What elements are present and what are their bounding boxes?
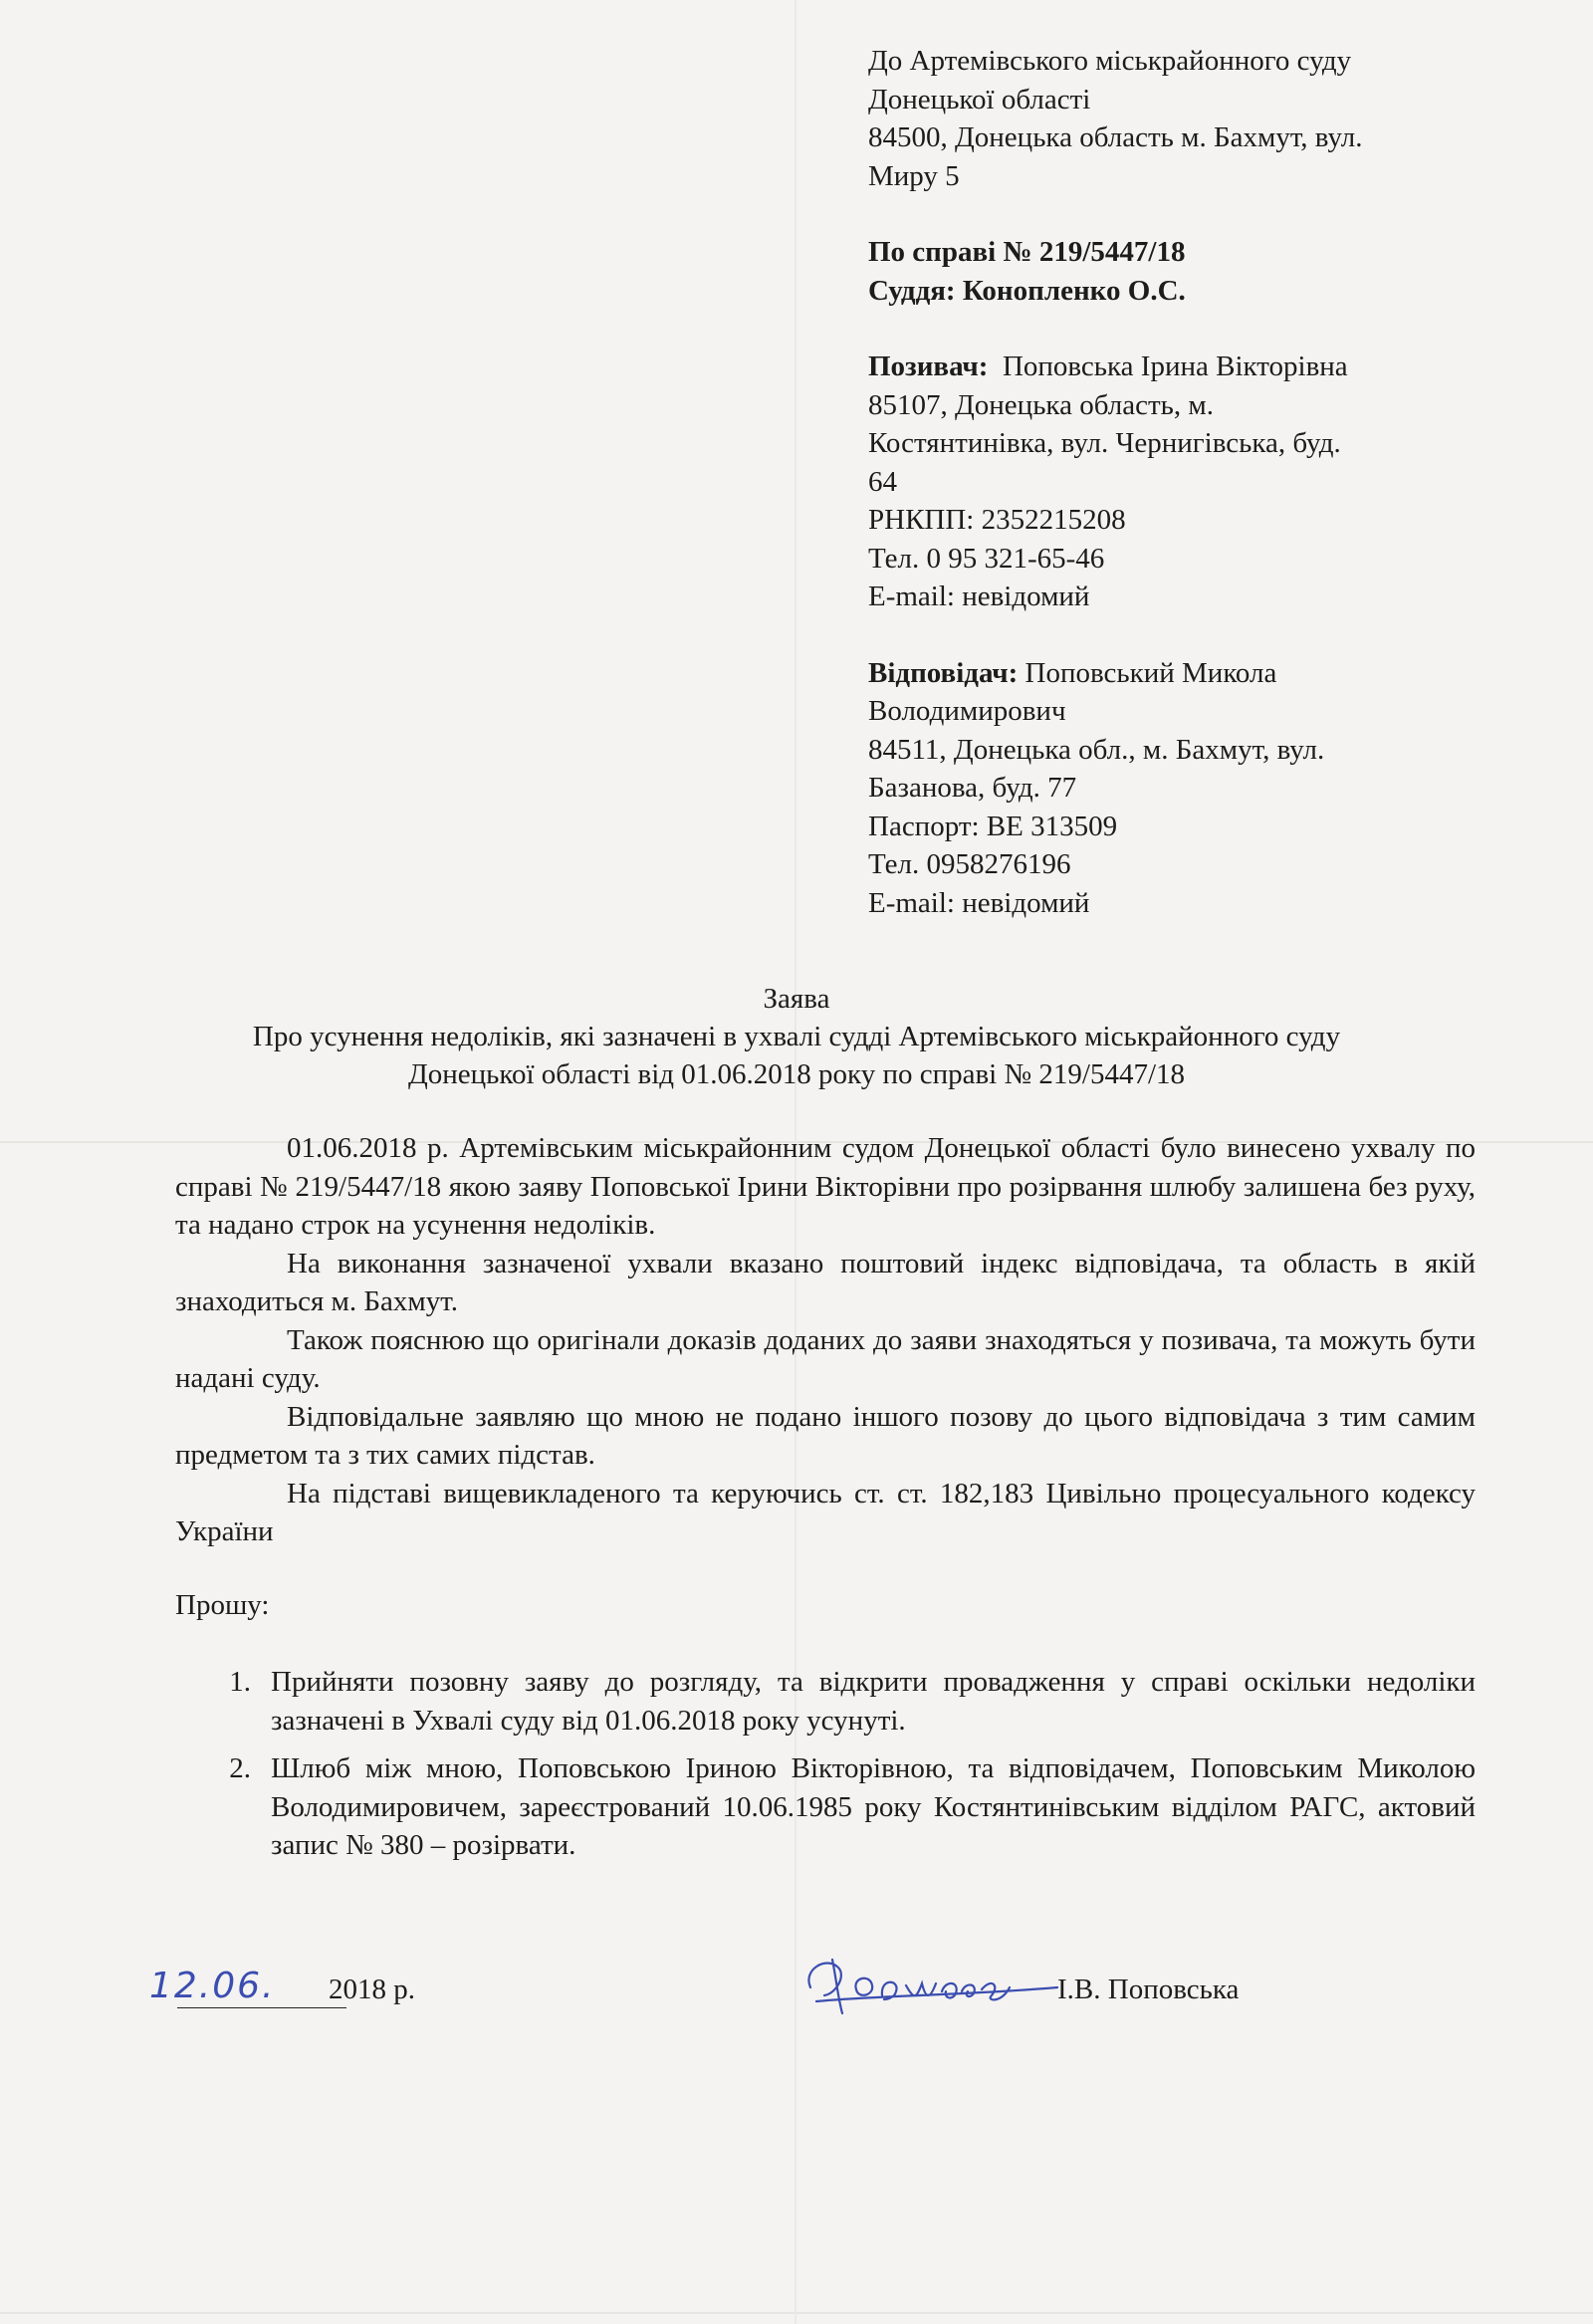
defendant-label: Відповідач: (868, 656, 1019, 689)
title-heading: Заява (763, 983, 830, 1015)
paragraph: Відповідальне заявляю що мною не подано іншого позову до цього відповідача з тим самим предметом та з тих самих підстав. (175, 1400, 1476, 1471)
document-title (149, 980, 1444, 1093)
paragraph: На підставі вищевикладеного та керуючись ст. ст. 182,183 Цивільно процесуального кодексу України (175, 1477, 1476, 1547)
request-label: Прошу: (175, 1589, 270, 1621)
plaintiff-detail: РНКПП: 2352215208 (868, 504, 1126, 536)
list-item (175, 1663, 1476, 1740)
paragraph: Також пояснюю що оригінали доказів доданих до заяви знаходяться у позивача, та можуть бути надані суду. (175, 1323, 1476, 1394)
list-number: 2. (229, 1752, 251, 1784)
signature-block (796, 1930, 1354, 2029)
plaintiff-detail: 85107, Донецька область, м. (868, 388, 1214, 421)
defendant-name: Поповський Микола (1024, 656, 1277, 689)
defendant-detail: 84511, Донецька обл., м. Бахмут, вул. (868, 733, 1325, 766)
defendant-detail: Тел. 0958276196 (868, 848, 1071, 880)
plaintiff-name: Поповська Ірина Вікторівна (1002, 350, 1348, 382)
plaintiff-detail: Костянтинівка, вул. Чернигівська, буд. (868, 427, 1341, 459)
handwritten-date: 12.06. (149, 1966, 276, 2006)
plaintiff-detail: Тел. 0 95 321-65-46 (868, 542, 1105, 575)
list-text: Шлюб між мною, Поповською Іриною Вікторівною, та відповідачем, Поповським Миколою Володимировичем, зареєстрований 10.06.1985 року Костянтинівським відділом РАГС, актовий запис № 380 – розірвати. (271, 1752, 1476, 1861)
plaintiff-detail: E-mail: невідомий (868, 581, 1090, 612)
addressee-line: До Артемівського міськрайонного суду (868, 45, 1352, 77)
plaintiff-name-line (868, 348, 1485, 386)
title-line: Донецької області від 01.06.2018 року по справі № 219/5447/18 (407, 1058, 1186, 1090)
signer-name: І.В. Поповська (1057, 1974, 1240, 2005)
list-text: Прийняти позовну заяву до розгляду, та відкрити провадження у справі оскільки недоліки зазначені в Ухвалі суду від 01.06.2018 року усунуті. (271, 1666, 1476, 1737)
handwritten-signature-icon (796, 1930, 1075, 2029)
date-year: 2018 р. (329, 1974, 415, 2005)
paragraph: На виконання зазначеної ухвали вказано поштовий індекс відповідача, та область в якій знаходиться м. Бахмут. (175, 1247, 1476, 1317)
judge-name: Суддя: Конопленко О.С. (868, 274, 1186, 307)
addressee-line: Миру 5 (868, 159, 960, 192)
paper-edge (0, 2312, 1593, 2314)
list-number: 1. (229, 1666, 251, 1698)
header-block (868, 42, 1485, 922)
defendant-detail: Базанова, буд. 77 (868, 772, 1077, 804)
paragraph: 01.06.2018 р. Артемівським міськрайонним судом Донецької області було винесено ухвалу по справі № 219/5447/18 якою заяву Поповської Ірини Вікторівни про розірвання шлюбу залишена без руху, та надано строк на усунення недоліків. (175, 1132, 1476, 1241)
defendant-detail: Паспорт: ВЕ 313509 (868, 810, 1118, 842)
defendant-detail: Володимирович (868, 695, 1066, 727)
request-list (175, 1663, 1476, 1875)
title-line: Про усунення недоліків, які зазначені в ухвалі судді Артемівського міськрайонного суду (252, 1021, 1341, 1052)
defendant-name-line (868, 654, 1485, 693)
date-blank-line (177, 2007, 346, 2008)
addressee-line: 84500, Донецька область м. Бахмут, вул. (868, 121, 1363, 153)
list-item (175, 1749, 1476, 1865)
case-number: По справі № 219/5447/18 (868, 236, 1186, 268)
plaintiff-label: Позивач: (868, 350, 989, 382)
body-text (175, 1129, 1476, 1551)
plaintiff-detail: 64 (868, 465, 897, 498)
defendant-detail: E-mail: невідомий (868, 886, 1090, 919)
addressee-line: Донецької області (868, 83, 1091, 116)
date-field (149, 1968, 448, 2027)
